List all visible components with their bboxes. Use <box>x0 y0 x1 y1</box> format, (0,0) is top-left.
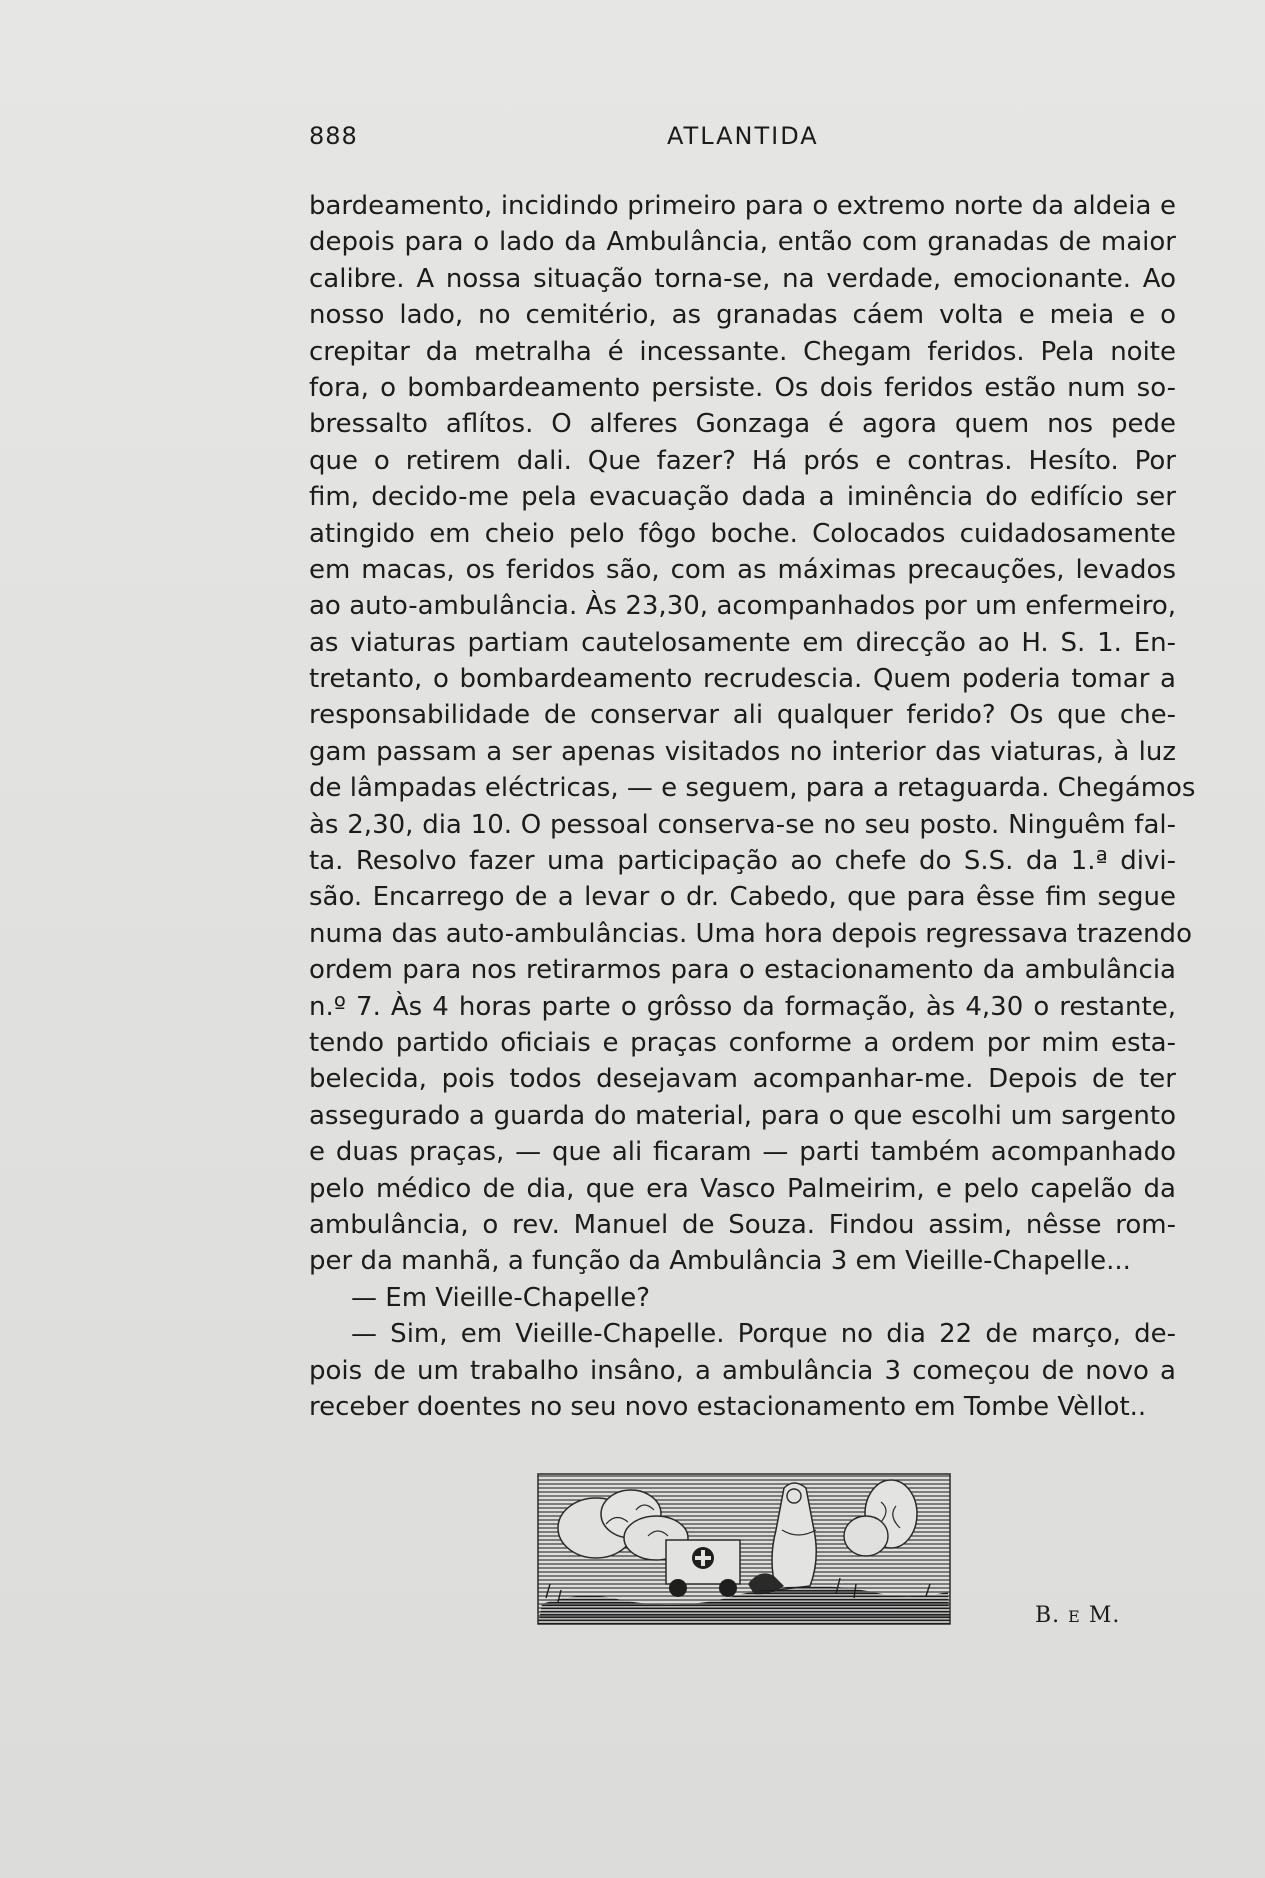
text-line: belecida, pois todos desejavam acompanhar-me. Depois de ter <box>309 1064 1176 1095</box>
text-line: per da manhã, a função da Ambulância 3 em Vieille-Chapelle... <box>309 1246 1131 1277</box>
text-line: nosso lado, no cemitério, as granadas cáem volta e meia e o <box>309 300 1176 331</box>
text-line: tendo partido oficiais e praças conforme a ordem por mim esta- <box>309 1027 1176 1058</box>
text-line: em macas, os feridos são, com as máximas precauções, levados <box>309 554 1176 585</box>
text-line: de lâmpadas eléctricas, — e seguem, para a retaguarda. Chegámos <box>309 773 1196 804</box>
text-line: numa das auto-ambulâncias. Uma hora depois regressava trazendo <box>309 918 1192 949</box>
text-line: bressalto aflítos. O alferes Gonzaga é agora quem nos pede <box>309 409 1176 440</box>
text-line: receber doentes no seu novo estacionamento em Tombe Vèllot.. <box>309 1391 1147 1422</box>
text-line: bardeamento, incidindo primeiro para o extremo norte da aldeia e <box>309 191 1176 221</box>
text-line: às 2,30, dia 10. O pessoal conserva-se no seu posto. Ninguêm fal- <box>309 809 1176 840</box>
text-line: são. Encarrego de a levar o dr. Cabedo, que para êsse fim segue <box>309 882 1176 913</box>
battlefield-ambulance-engraving-icon <box>536 1466 952 1626</box>
text-line: pelo médico de dia, que era Vasco Palmeirim, e pelo capelão da <box>309 1173 1176 1204</box>
text-line: fim, decido-me pela evacuação dada a iminência do edifício ser <box>309 482 1176 513</box>
text-line: assegurado a guarda do material, para o que escolhi um sargento <box>309 1100 1176 1131</box>
text-line: pois de um trabalho insâno, a ambulância 3 começou de novo a <box>309 1355 1176 1386</box>
text-line: fora, o bombardeamento persiste. Os dois feridos estão num so- <box>309 372 1176 403</box>
text-line: calibre. A nossa situação torna-se, na verdade, emocionante. Ao <box>309 263 1176 294</box>
text-line: ao auto-ambulância. Às 23,30, acompanhados por um enfermeiro, <box>309 591 1176 622</box>
text-line: atingido em cheio pelo fôgo boche. Colocados cuidadosamente <box>309 518 1176 549</box>
text-line: crepitar da metralha é incessante. Chegam feridos. Pela noite <box>309 336 1176 367</box>
body-text <box>309 188 1196 1425</box>
engraving-artwork <box>536 1466 952 1626</box>
dialogue-line: — Em Vieille-Chapelle? <box>351 1282 651 1313</box>
author-initial: M. <box>1088 1603 1121 1628</box>
text-line: gam passam a ser apenas visitados no interior das viaturas, à luz <box>309 736 1176 767</box>
text-line: ordem para nos retirarmos para o estacionamento da ambulância <box>309 955 1176 986</box>
page-number: 888 <box>309 122 358 150</box>
text-line: depois para o lado da Ambulância, então com granadas de maior <box>309 227 1176 258</box>
text-line: n.º 7. Às 4 horas parte o grôsso da formação, às 4,30 o restante, <box>309 991 1176 1022</box>
text-line: ambulância, o rev. Manuel de Souza. Findou assim, nêsse rom- <box>309 1209 1176 1240</box>
page-header <box>309 122 824 156</box>
author-initial: B. <box>1035 1603 1061 1628</box>
signature-conjunction: E <box>1068 1607 1081 1626</box>
text-line: as viaturas partiam cautelosamente em direcção ao H. S. 1. En- <box>309 627 1176 658</box>
dialogue-line: — Sim, em Vieille-Chapelle. Porque no dia 22 de março, de- <box>351 1319 1176 1350</box>
text-line: e duas praças, — que ali ficaram — parti também acompanhado <box>309 1137 1176 1168</box>
running-title: ATLANTIDA <box>667 122 819 150</box>
text-line: que o retirem dali. Que fazer? Há prós e contras. Hesíto. Por <box>309 445 1176 476</box>
text-line: tretanto, o bombardeamento recrudescia. Quem poderia tomar a <box>309 664 1176 695</box>
text-line: responsabilidade de conservar ali qualquer ferido? Os que che- <box>309 700 1176 731</box>
author-signature <box>1035 1603 1120 1628</box>
text-line: ta. Resolvo fazer uma participação ao chefe do S.S. da 1.ª divi- <box>309 846 1176 877</box>
